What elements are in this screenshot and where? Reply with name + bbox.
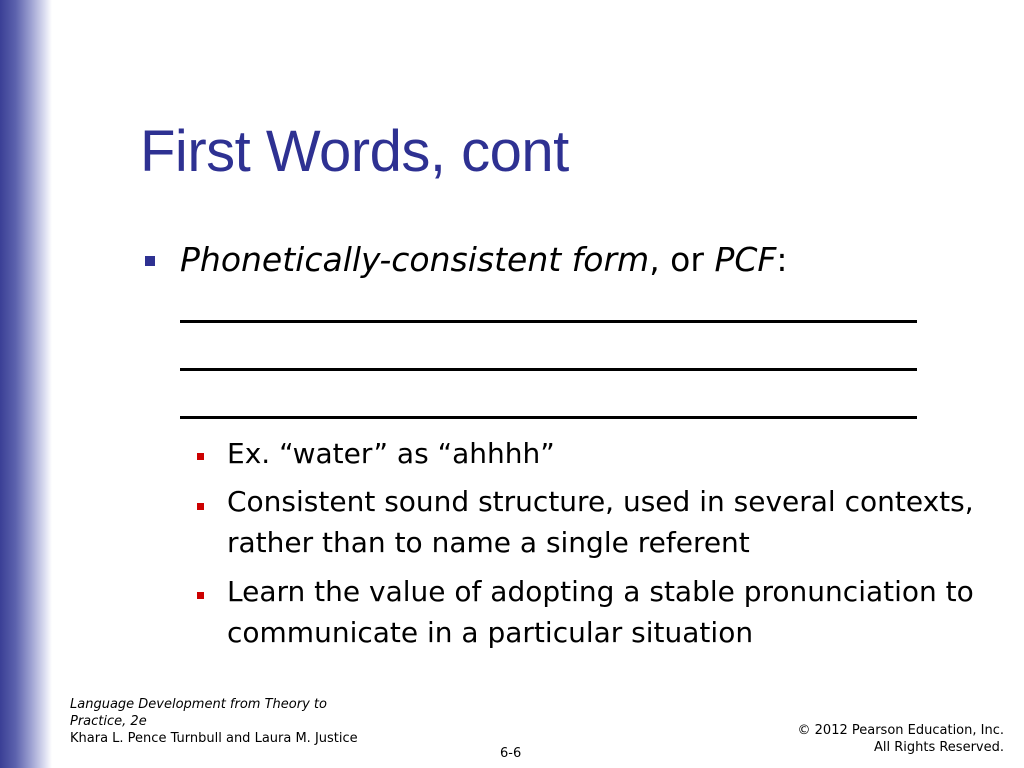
square-bullet-icon [197,592,204,599]
main-bullet-text [180,236,788,284]
square-bullet-icon [197,453,204,460]
sub-bullet-text: Learn the value of adopting a stable pronunciation to communicate in a particular situation [227,575,974,649]
slide-number: 6-6 [500,746,522,761]
fill-in-blank-line [180,368,917,371]
abbr-text: PCF [714,240,777,279]
book-title: Language Development from Theory to Practice, 2e [70,697,327,729]
term-text: Phonetically-consistent form [180,240,650,279]
sub-bullet-text: Consistent sound structure, used in several contexts, rather than to name a single referent [227,485,974,559]
square-bullet-icon [145,256,155,266]
footer-copyright [798,722,1004,756]
rights-text: All Rights Reserved. [873,740,1004,755]
sub-bullet-text: Ex. “water” as “ahhhh” [227,437,555,470]
decorative-side-bar [0,0,52,768]
fill-in-blank-line [180,416,917,419]
connector-text: , or [649,240,715,279]
colon-text: : [776,240,788,279]
copyright-text: © 2012 Pearson Education, Inc. [797,723,1004,738]
fill-in-blank-line [180,320,917,323]
authors: Khara L. Pence Turnbull and Laura M. Justice [70,731,358,746]
footer-citation [70,696,370,747]
slide-title: First Words, cont [140,119,569,184]
square-bullet-icon [197,503,204,510]
